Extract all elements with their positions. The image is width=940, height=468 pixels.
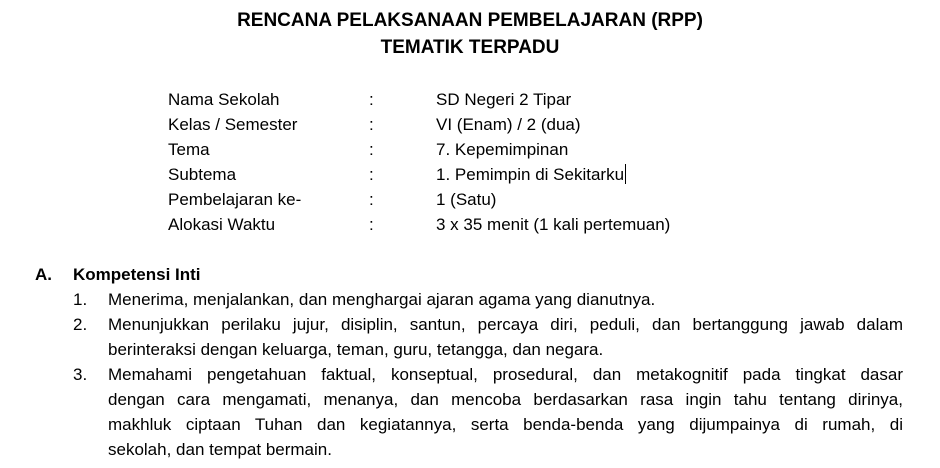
section-letter: A.	[35, 265, 52, 284]
info-value: SD Negeri 2 Tipar	[436, 90, 572, 109]
info-value: 7. Kepemimpinan	[436, 140, 569, 159]
info-label: Kelas / Semester	[168, 115, 298, 134]
text-line: Memahami pengetahuan faktual, konseptual, prosedural, dan metakognitif pada tingkat dasar	[108, 365, 903, 384]
list-item-text	[108, 287, 903, 312]
text-cursor	[625, 164, 626, 184]
list-item-number: 3.	[73, 365, 88, 384]
subtheme-text[interactable]: 1. Pemimpin di Sekitarku	[436, 165, 625, 184]
info-value: 3 x 35 menit (1 kali pertemuan)	[436, 215, 671, 234]
info-value: VI (Enam) / 2 (dua)	[436, 115, 581, 134]
info-colon: :	[369, 190, 374, 209]
info-colon: :	[369, 90, 374, 109]
document-subtitle: TEMATIK TERPADU	[380, 37, 560, 58]
text-line: berinteraksi dengan keluarga, teman, guru, tetangga, dan negara.	[108, 340, 604, 359]
list-item-number: 2.	[73, 315, 88, 334]
info-colon: :	[369, 140, 374, 159]
list-item-number: 1.	[73, 290, 88, 309]
info-colon: :	[369, 165, 374, 184]
info-label: Pembelajaran ke-	[168, 190, 302, 209]
info-label: Nama Sekolah	[168, 90, 280, 109]
text-line: makhluk ciptaan Tuhan dan kegiatannya, serta benda-benda yang dijumpainya di rumah, di	[108, 415, 903, 434]
info-colon: :	[369, 115, 374, 134]
section-title: Kompetensi Inti	[73, 265, 201, 284]
document-title: RENCANA PELAKSANAAN PEMBELAJARAN (RPP)	[237, 10, 703, 31]
text-line: Menunjukkan perilaku jujur, disiplin, santun, percaya diri, peduli, dan bertanggung jawab dalam	[108, 315, 903, 334]
info-colon: :	[369, 215, 374, 234]
list-item-text	[108, 362, 903, 462]
info-value: 1 (Satu)	[436, 190, 497, 209]
info-value[interactable]	[436, 162, 626, 187]
info-label: Tema	[168, 140, 210, 159]
info-label: Alokasi Waktu	[168, 215, 276, 234]
list-item-text	[108, 312, 903, 362]
text-line: dengan cara mengamati, menanya, dan mencoba berdasarkan rasa ingin tahu tentang dirinya,	[108, 390, 903, 409]
text-line: sekolah, dan tempat bermain.	[108, 440, 332, 459]
info-label: Subtema	[168, 165, 237, 184]
text-line: Menerima, menjalankan, dan menghargai ajaran agama yang dianutnya.	[108, 290, 656, 309]
